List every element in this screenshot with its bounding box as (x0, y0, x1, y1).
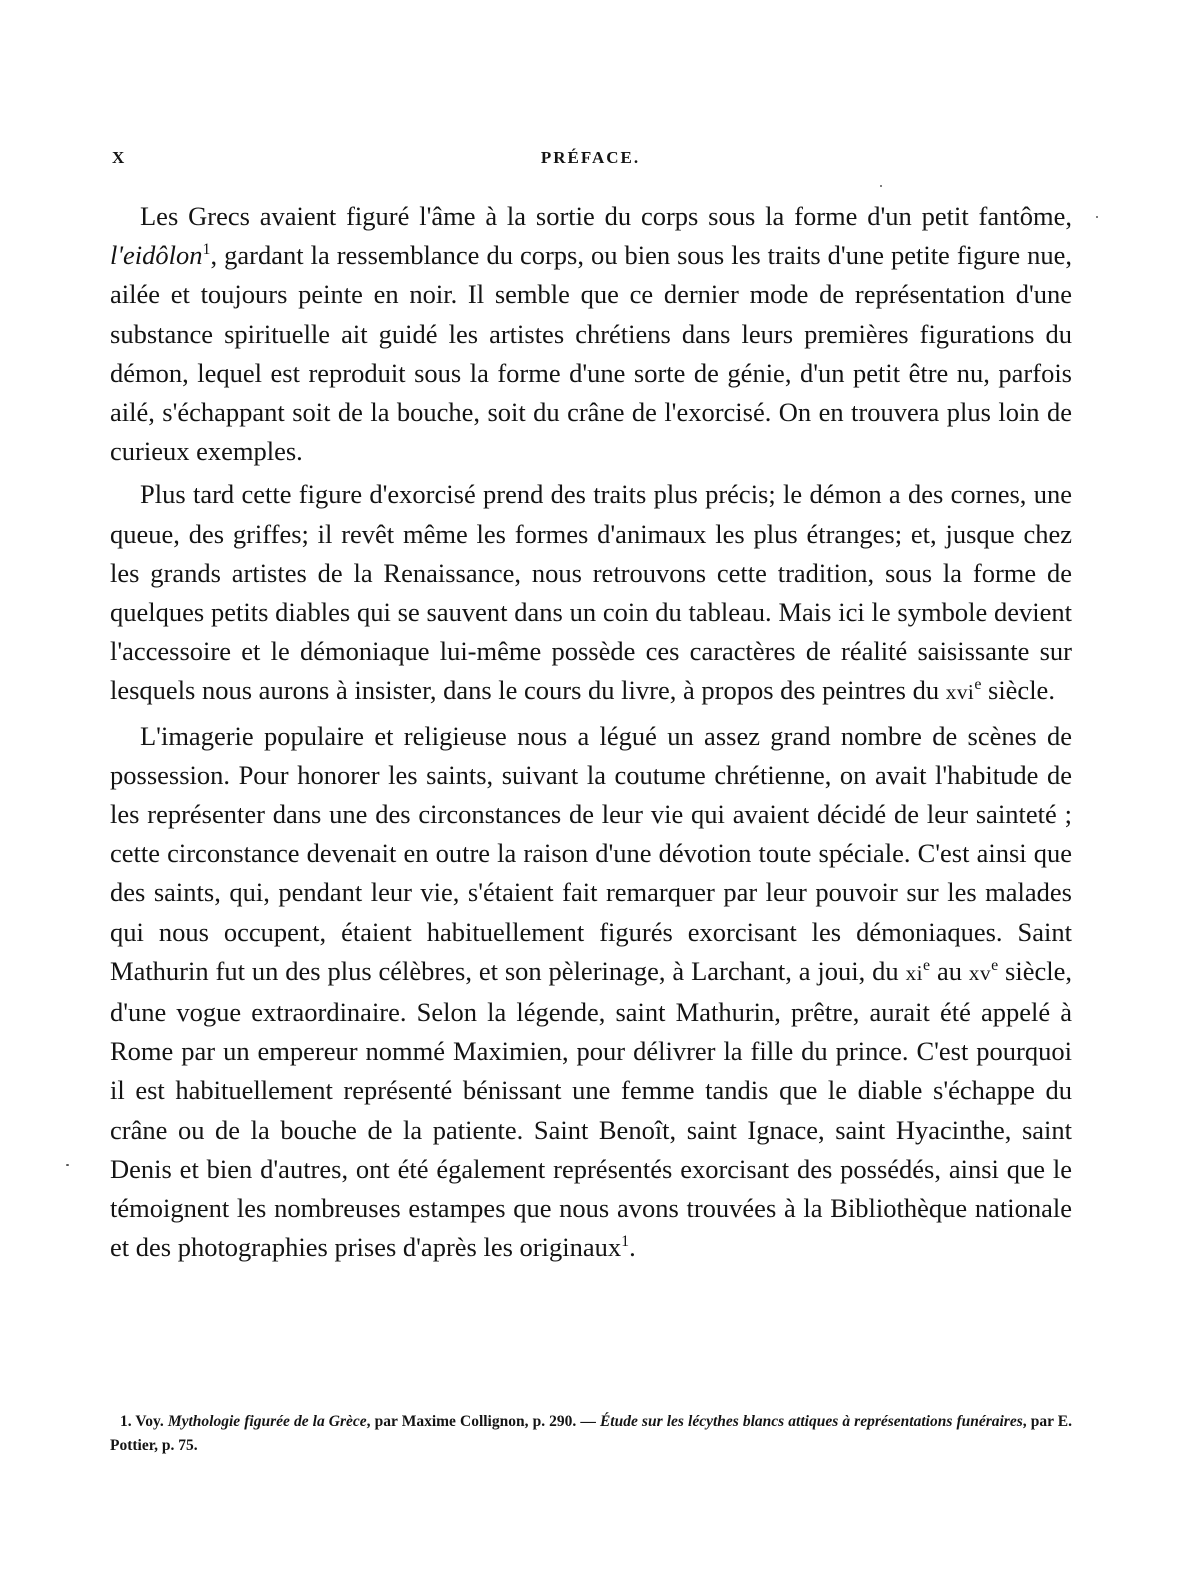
century-superscript: e (974, 676, 982, 694)
body-text (110, 197, 1072, 1271)
paragraph-3 (110, 717, 1072, 1268)
paragraph-3-text-b: siècle, d'une vogue extraordinaire. Selon la légende, saint Mathurin, prêtre, aurait été appelé à Rome par un empereur nommé Maximien, pour délivrer la fille du prince. C'est pourquoi il est habituellement représenté bénissant une femme tandis que le diable s'échappe du crâne ou de la bouche de la patiente. Saint Benoît, saint Ignace, saint Hyacinthe, saint Denis et bien d'autres, ont été également représentés exorcisant des possédés, ainsi que le témoignent les nombreuses estampes que nous avons trouvées à la Bibliothèque nationale et des photographies prises d'après les originaux (110, 955, 1072, 1263)
paragraph-2 (110, 475, 1072, 712)
footnote-text-2: , par E. Pottier, p. 75. (110, 1413, 1072, 1454)
paragraph-3-end: . (629, 1232, 636, 1263)
century-superscript-start: e (923, 957, 931, 975)
page-number: X (112, 148, 126, 167)
paragraph-1 (110, 197, 1072, 471)
paragraph-2-text-b: siècle. (981, 675, 1055, 706)
footnote-1 (110, 1410, 1072, 1458)
footnote-number: 1. Voy. (120, 1413, 168, 1430)
century-numeral-end: xv (968, 960, 992, 985)
paragraph-1-text-b: , gardant la ressemblance du corps, ou bien sous les traits d'une petite figure nue, ailée et toujours peinte en noir. Il semble que ce dernier mode de représentation d'une substance spirituelle ait guidé les artistes chrétiens dans leurs premières figurations du démon, lequel est reproduit sous la forme d'une sorte de génie, d'un petit être nu, parfois ailé, s'échappant soit de la bouche, soit du crâne de l'exorcisé. On en trouvera plus loin de curieux exemples. (110, 240, 1072, 467)
paragraph-1-text-a: Les Grecs avaient figuré l'âme à la sortie du corps sous la forme d'un petit fantôme, (140, 201, 1072, 231)
scan-speck (66, 1164, 69, 1166)
century-numeral: xvi (945, 680, 975, 705)
scan-speck (880, 185, 882, 187)
running-head (112, 148, 1069, 172)
chapter-title: PRÉFACE. (540, 148, 641, 167)
footnote-title-1: Mythologie figurée de la Grèce (167, 1413, 367, 1430)
century-numeral-start: xi (905, 960, 924, 985)
footnote-reference: 1 (621, 1233, 630, 1251)
footnote-title-2: Étude sur les lécythes blancs attiques à représentations funéraires (599, 1413, 1023, 1430)
century-superscript-end: e (991, 957, 999, 975)
footnote-text-1: , par Maxime Collignon, p. 290. — (366, 1413, 600, 1430)
paragraph-2-text-a: Plus tard cette figure d'exorcisé prend des traits plus précis; le démon a des cornes, une queue, des griffes; il revêt même les formes d'animaux les plus étranges; et, jusque chez les grands artistes de la Renaissance, nous retrouvons cette tradition, sous la forme de quelques petits diables qui se sauvent dans un coin du tableau. Mais ici le symbole devient l'accessoire et le démoniaque lui-même possède ces caractères de réalité saisissante sur lesquels nous aurons à insister, dans le cours du livre, à propos des peintres du (110, 479, 1072, 706)
eidolon-term: l'eidôlon (110, 240, 203, 271)
paragraph-3-text-mid: au (930, 955, 969, 986)
scan-speck (1096, 216, 1098, 218)
footnotes (110, 1410, 1072, 1458)
footnote-reference: 1 (202, 241, 211, 259)
paragraph-3-text-a: L'imagerie populaire et religieuse nous a légué un assez grand nombre de scènes de possession. Pour honorer les saints, suivant la coutume chrétienne, on avait l'habitude de les représenter dans une des circonstances de leur vie qui avaient décidé de leur sainteté ; cette circonstance devenait en outre la raison d'une dévotion toute spéciale. C'est ainsi que des saints, qui, pendant leur vie, s'étaient fait remarquer par leur pouvoir sur les malades qui nous occupent, étaient habituellement figurés exorcisant les démoniaques. Saint Mathurin fut un des plus célèbres, et son pèlerinage, à Larchant, a joui, du (110, 720, 1072, 986)
